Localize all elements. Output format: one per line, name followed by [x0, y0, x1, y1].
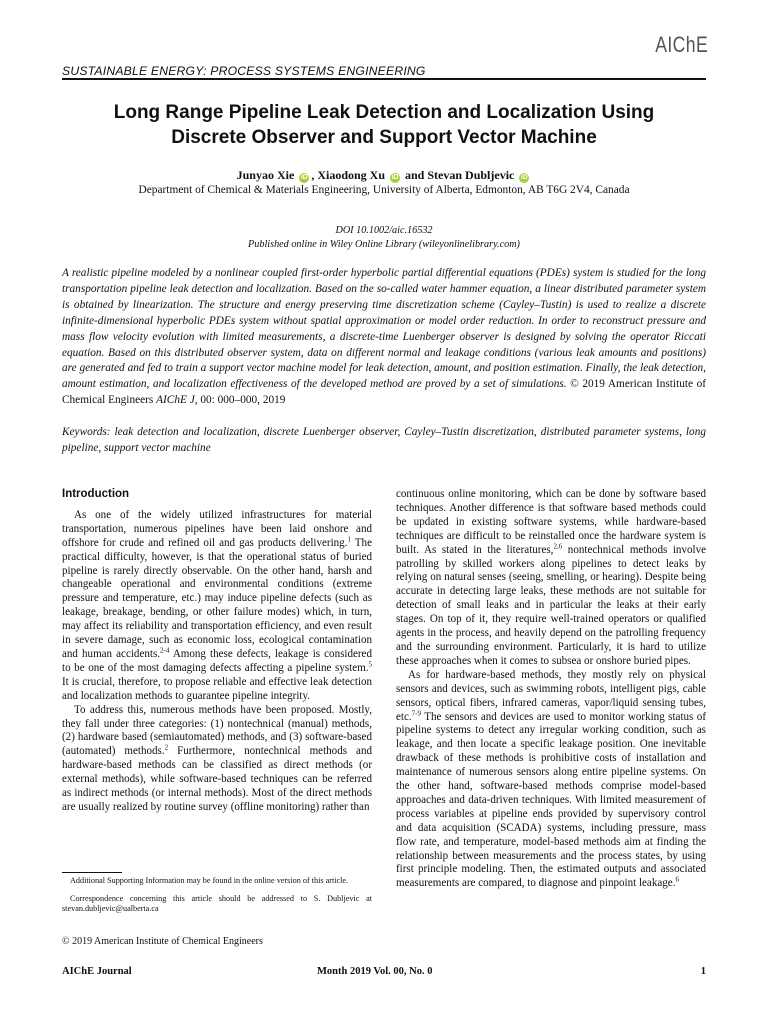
- citation-ref[interactable]: 2,6: [553, 541, 563, 550]
- title-line-1: Long Range Pipeline Leak Detection and Localization Using: [113, 102, 655, 123]
- paragraph: continuous online monitoring, which can be done by software based techniques. Another difference is that software based methods could be updated in existing software systems, while hardware-based techniques are difficult to be reinstalled once the hardware system is built. As stated in the literatures,$^{2,6}$ nontechnical methods involve patrolling by skilled workers along pipelines to detect leaks by relying on natural senses (seeing, smelling, or hearing). Despite being accurate in detecting large leaks, these methods are not suitable for detection of small leaks and in particular the leaks at their early stages. On top of it, they require well-trained operators or qualified agents in the process, and heavily depend on the patrolling frequency and the surrounding environment. Particularly, it is hard to utilize these approaches when it comes to subsea or onshore buried pipes.: [396, 488, 706, 667]
- paper-title: [62, 100, 706, 150]
- footer-journal: AIChE Journal: [62, 966, 132, 977]
- author-name[interactable]: Junyao Xie: [236, 168, 295, 182]
- footer-issue: Month 2019 Vol. 00, No. 0: [317, 966, 433, 977]
- footnote-supporting-info: Additional Supporting Information may be found in the online version of this article.: [70, 876, 349, 885]
- published-note: Published online in Wiley Online Library (wileyonlinelibrary.com): [248, 239, 520, 250]
- author-name[interactable]: Xiaodong Xu: [317, 168, 385, 182]
- author-separator: and: [402, 168, 428, 182]
- column-right: [396, 488, 706, 891]
- header-rule: [62, 78, 706, 80]
- abstract-text: A realistic pipeline modeled by a nonlinear coupled first-order hyperbolic partial differential equations (PDEs) system is studied for the long transportation pipeline leak detection and localization. Based on the so-called water hammer equation, a linear distributed parameter system is obtained by linearization. The structure and energy preserving time discretization scheme (Cayley–Tustin) is used to realize a discrete infinite-dimensional hyperbolic PDEs system without spatial approximation or model order reduction. In order to reconstruct pressure and mass flow velocity evolution with limited measurements, a discrete-time Luenberger observer is designed by solving the operator Riccati equation. Based on this distributed observer system, data on different normal and leakage conditions (various leak amounts and positions) are generated and fed to train a support vector machine model for leak detection, amount, and position estimation. Finally, the leak detection, amount estimation, and localization effectiveness of the developed method are proved by a set of simulations.: [62, 267, 706, 391]
- copyright-notice: © 2019 American Institute of Chemical Engineers: [62, 936, 263, 947]
- citation-ref[interactable]: 5: [368, 660, 372, 669]
- orcid-icon[interactable]: iD: [300, 174, 308, 181]
- author-separator: ,: [311, 168, 318, 182]
- affiliation: Department of Chemical & Materials Engineering, University of Alberta, Edmonton, AB T6G 2V4, Canada: [138, 184, 630, 196]
- citation-ref[interactable]: 6: [675, 875, 679, 884]
- paragraph: To address this, numerous methods have been proposed. Mostly, they fall under three categories: (1) nontechnical (manual) methods, (2) hardware based (semiautomated) methods, and (3) software-based (automated) methods.$^2$ Furthermore, nontechnical methods and hardware-based methods can be classified as direct methods (or external methods), while software-based techniques can be referred as indirect methods (or internal methods). Most of the direct methods are usually realized by routine survey (offline monitoring) rather than: [62, 703, 372, 813]
- keywords: Keywords: leak detection and localization, discrete Luenberger observer, Cayley–Tustin discretization, distributed parameter systems, long pipeline, support vector machine: [62, 426, 706, 454]
- citation-ref[interactable]: 7-9: [411, 708, 421, 717]
- orcid-icon[interactable]: iD: [391, 174, 399, 181]
- doi-link[interactable]: DOI 10.1002/aic.16532: [335, 225, 433, 236]
- section-label: SUSTAINABLE ENERGY: PROCESS SYSTEMS ENGINEERING: [62, 64, 426, 78]
- section-heading: Introduction: [62, 488, 130, 500]
- author-name[interactable]: Stevan Dubljevic: [427, 168, 515, 182]
- footnote-rule: [62, 872, 122, 873]
- doi-block: [62, 224, 706, 252]
- paragraph: As for hardware-based methods, they mostly rely on physical sensors and devices, such as swimming robots, intelligent pigs, cable sensors, optical fibers, infrared cameras, vapor/liquid sensing tubes, etc.$^{7-9}$ The sensors and devices are used to monitor working status of pipeline systems to detect any irregular working condition, such as leakage, and then locate a specific leakage position. One inevitable drawback of these methods is prohibitive costs of installation and maintenance of numerous sensors along entire pipeline systems. On the other hand, software-based methods comprise model-based approaches and data-driven techniques. With limited measurement of process variables at pipeline ends provided by supervisory control and data acquisition (SCADA) systems, including pressure, mass flow rate, and temperature, model-based methods aim at finding the relationship between measurements and the process states, by using first principle modeling. Then, the estimated outputs and associated measurements are compared, to diagnose and pinpoint leakage.$^6$: [396, 668, 706, 890]
- abstract-copyright: © 2019 American Institute of Chemical Engineers: [62, 378, 706, 407]
- orcid-icon[interactable]: iD: [520, 174, 528, 181]
- page-number: 1: [700, 966, 706, 977]
- footnote-correspondence: Correspondence concerning this article should be addressed to S. Dubljevic at stevan.dubljevic@ualberta.ca: [62, 894, 372, 913]
- abstract-citation: , 00: 000–000, 2019: [194, 394, 286, 407]
- footnotes: [62, 872, 372, 922]
- title-line-2: Discrete Observer and Support Vector Machine: [171, 127, 597, 148]
- author-list: [62, 168, 706, 183]
- citation-ref[interactable]: 2: [164, 743, 169, 752]
- abstract: [62, 266, 706, 409]
- paragraph: As one of the widely utilized infrastructures for material transportation, numerous pipelines have been laid onshore and offshore for crude and refined oil and gas products delivering.$^1$ The practical difficulty, however, is that the operational status of buried pipeline is rarely directly observable. On the other hand, harsh and changeable operational and environmental conditions (extreme pressure and temperature, etc.) may induce pipeline defects (such as leakage, breakage, bending, or other failure modes) which, in turn, may affect its reliability and transportation efficiency, and even result in severe damage, such as economic loss, ecological contamination and human accidents.$^{2-4}$ Among these defects, leakage is considered to be one of the most damaging defects affecting a pipeline system.$^5$ It is crucial, therefore, to propose reliable and effective leak detection and localization methods to guarantee pipeline integrity.: [62, 508, 372, 702]
- abstract-journal-ref: AIChE J: [156, 394, 195, 407]
- journal-logo: AIChE: [655, 32, 708, 57]
- citation-ref[interactable]: 2-4: [160, 646, 170, 655]
- column-left: [62, 488, 372, 815]
- citation-ref[interactable]: 1: [347, 535, 351, 544]
